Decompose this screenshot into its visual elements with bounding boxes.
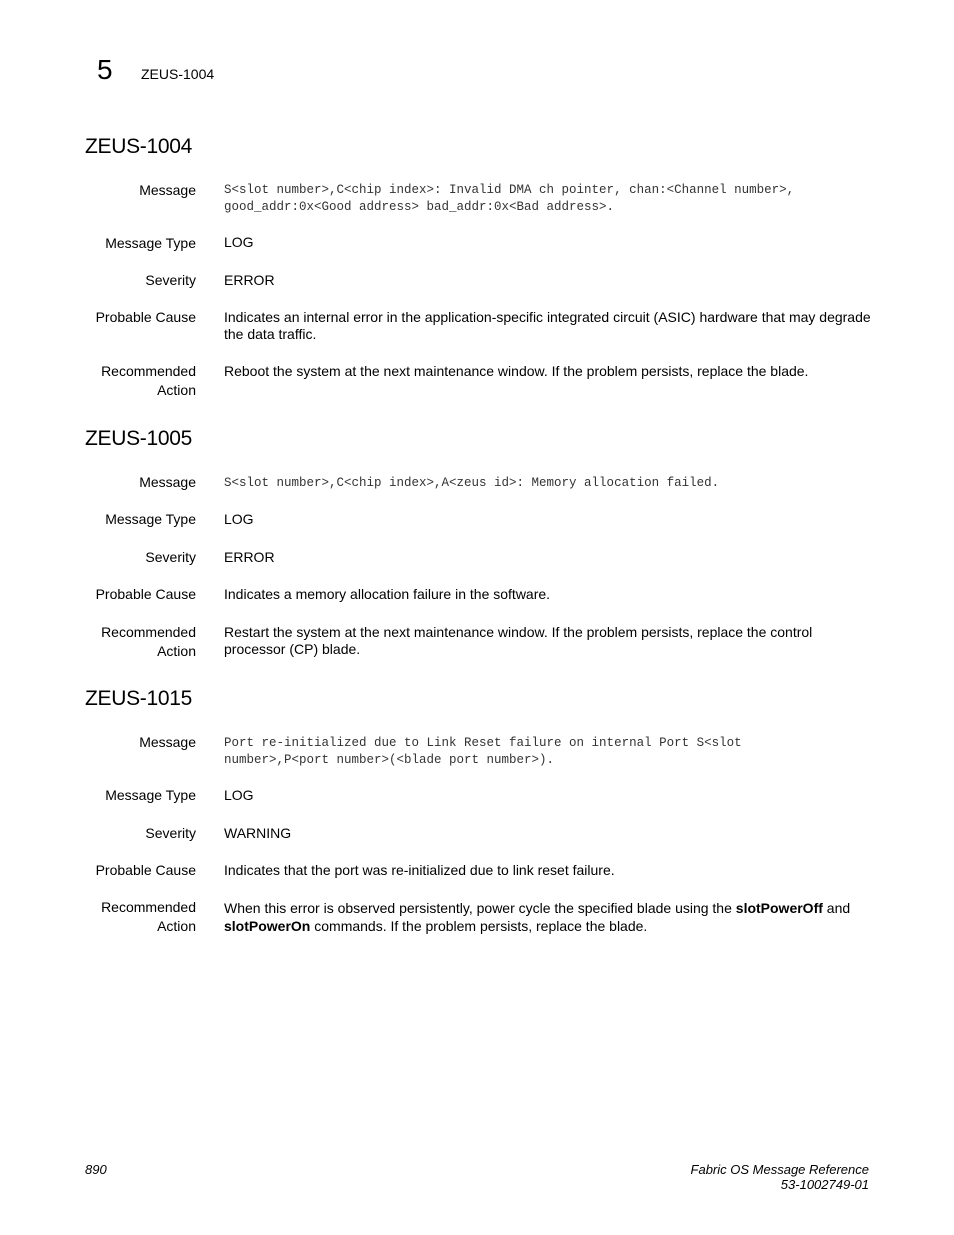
recommended-action-label <box>56 623 196 661</box>
severity-label: Severity <box>145 825 196 841</box>
section-title: ZEUS-1004 <box>85 135 193 158</box>
severity-value: WARNING <box>224 825 292 841</box>
footer-doc-info <box>691 1162 869 1192</box>
command-slotpoweron: slotPowerOn <box>224 918 311 934</box>
message-line: S<slot number>,C<chip index>,A<zeus id>: Memory allocation failed. <box>224 476 720 490</box>
message-value <box>224 182 874 216</box>
message-type-label: Message Type <box>105 787 196 803</box>
message-label: Message <box>139 734 196 750</box>
recommended-label-line: Recommended <box>101 899 196 915</box>
message-type-value: LOG <box>224 511 254 527</box>
recommended-action-label <box>56 362 196 400</box>
recommended-action-value: Restart the system at the next maintenance window. If the problem persists, replace the control processor (CP) blade. <box>224 624 813 657</box>
chapter-running-title: ZEUS-1004 <box>141 66 215 82</box>
recommended-action-value: Reboot the system at the next maintenance window. If the problem persists, replace the blade. <box>224 363 809 379</box>
recommended-label-line: Recommended <box>101 363 196 379</box>
message-line: good_addr:0x<Good address> bad_addr:0x<Bad address>. <box>224 200 615 214</box>
recommended-action-label <box>56 898 196 936</box>
severity-value: ERROR <box>224 549 275 565</box>
message-line: S<slot number>,C<chip index>: Invalid DMA ch pointer, chan:<Channel number>, <box>224 183 795 197</box>
probable-cause-label: Probable Cause <box>95 586 196 602</box>
action-text: commands. If the problem persists, replace the blade. <box>310 918 648 934</box>
severity-label: Severity <box>145 272 196 288</box>
probable-cause-label: Probable Cause <box>95 309 196 325</box>
message-type-value: LOG <box>224 787 254 803</box>
doc-number: 53-1002749-01 <box>780 1177 869 1192</box>
doc-title: Fabric OS Message Reference <box>690 1162 869 1177</box>
message-label: Message <box>139 182 196 198</box>
action-label-line: Action <box>157 643 196 659</box>
command-slotpoweroff: slotPowerOff <box>735 900 823 916</box>
action-text: and <box>822 900 851 916</box>
probable-cause-value: Indicates a memory allocation failure in the software. <box>224 586 551 602</box>
severity-label: Severity <box>145 549 196 565</box>
action-label-line: Action <box>157 382 196 398</box>
action-label-line: Action <box>157 918 196 934</box>
probable-cause-value: Indicates that the port was re-initialized due to link reset failure. <box>224 862 615 878</box>
action-text: When this error is observed persistently, power cycle the specified blade using the <box>224 900 736 916</box>
section-title: ZEUS-1015 <box>85 687 193 710</box>
message-label: Message <box>139 474 196 490</box>
severity-value: ERROR <box>224 272 275 288</box>
recommended-label-line: Recommended <box>101 624 196 640</box>
section-title: ZEUS-1005 <box>85 427 193 450</box>
probable-cause-value: Indicates an internal error in the application-specific integrated circuit (ASIC) hardware that may degrade the data traffic. <box>224 309 871 342</box>
recommended-action-value <box>224 899 874 935</box>
message-type-label: Message Type <box>105 511 196 527</box>
message-type-label: Message Type <box>105 235 196 251</box>
message-value <box>224 475 874 492</box>
page-number: 890 <box>85 1162 107 1177</box>
message-line: Port re-initialized due to Link Reset failure on internal Port S<slot <box>224 736 742 750</box>
chapter-number: 5 <box>97 54 113 85</box>
message-line: number>,P<port number>(<blade port number>). <box>224 753 555 767</box>
message-type-value: LOG <box>224 234 254 250</box>
message-value <box>224 735 874 769</box>
probable-cause-label: Probable Cause <box>95 862 196 878</box>
